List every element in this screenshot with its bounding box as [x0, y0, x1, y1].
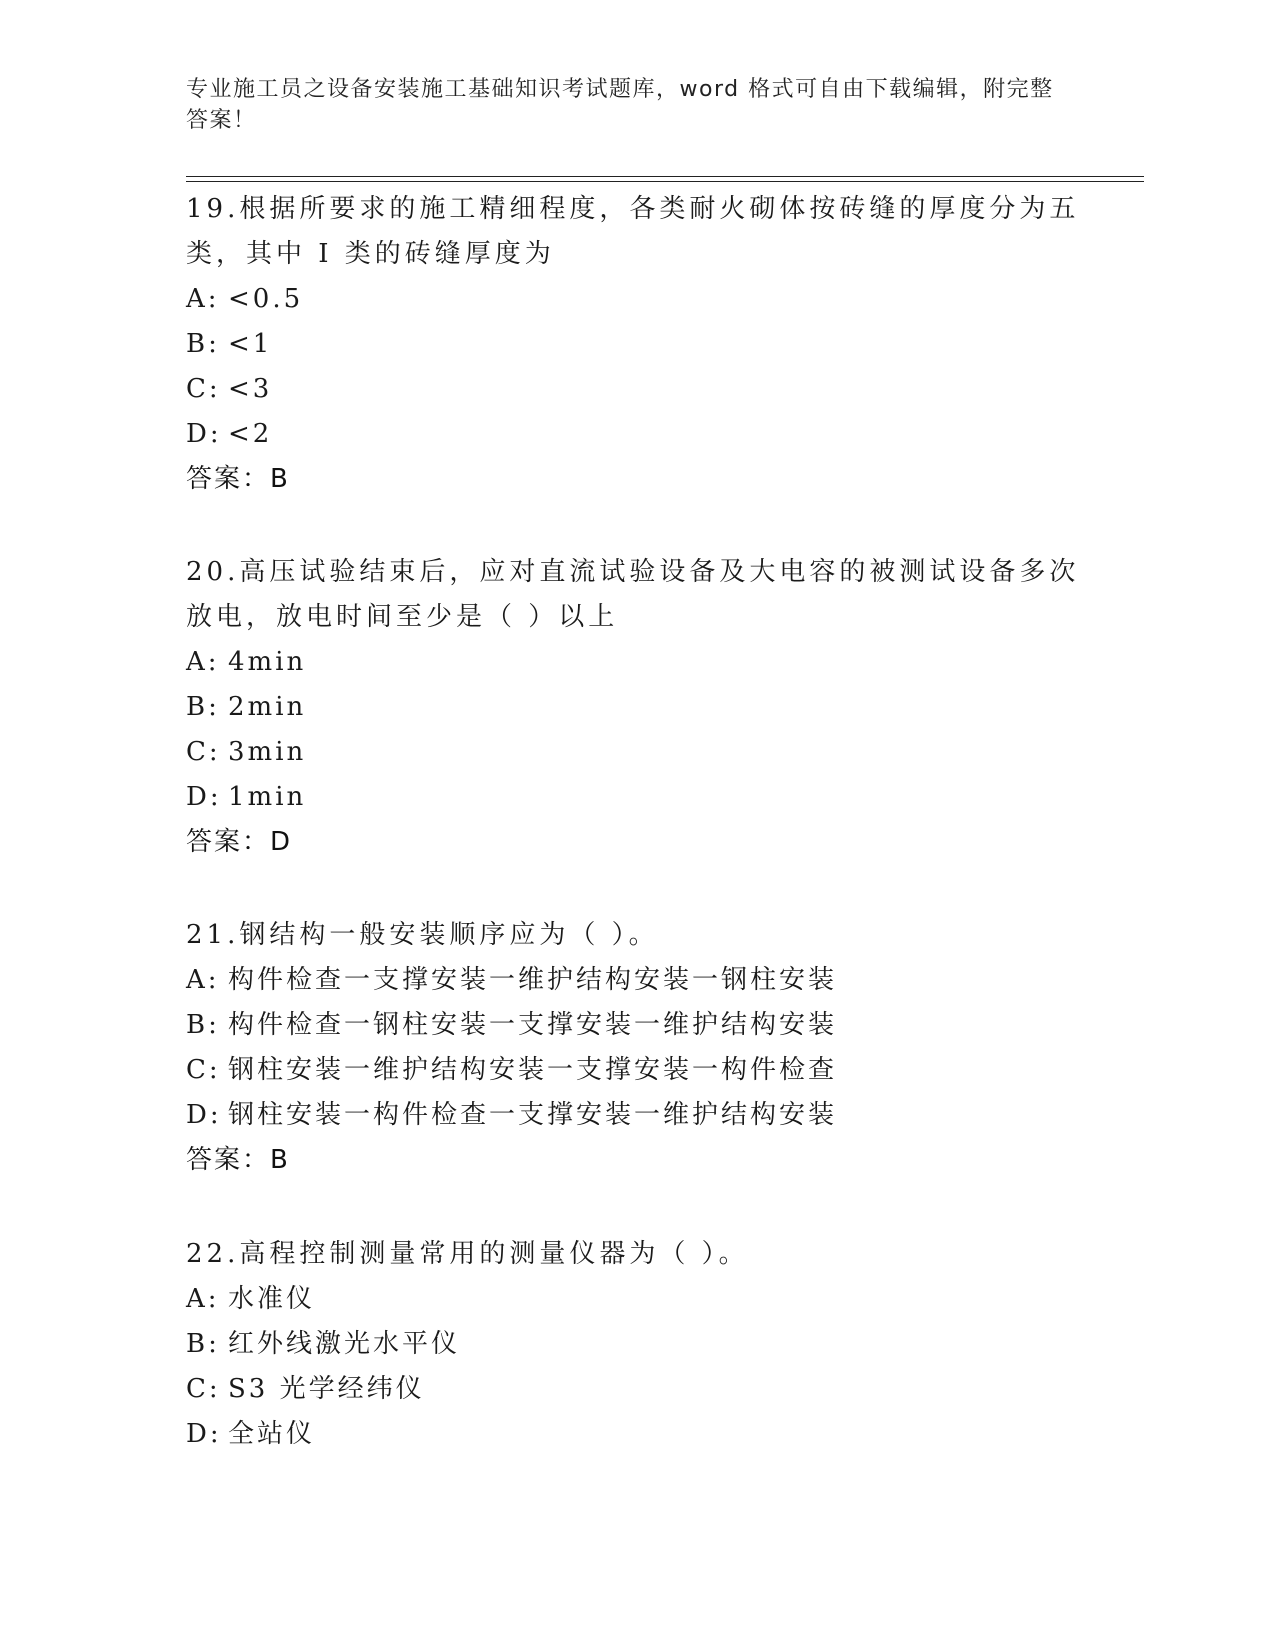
option-letter: A: — [186, 647, 220, 677]
question-22 — [186, 1232, 1086, 1457]
answer-line: 答案：B — [186, 1145, 290, 1175]
option-b — [186, 1003, 1086, 1048]
option-a — [186, 277, 1086, 322]
option-letter: C: — [186, 737, 221, 767]
option-letter: D: — [186, 782, 222, 812]
option-d — [186, 775, 1086, 820]
option-letter: B: — [186, 329, 220, 359]
option-text: <2 — [228, 419, 273, 449]
option-c — [186, 1367, 1086, 1412]
option-letter: B: — [186, 1329, 220, 1359]
option-a — [186, 640, 1086, 685]
option-text: 2min — [228, 692, 307, 722]
option-text: <1 — [228, 329, 273, 359]
option-text: 水准仪 — [228, 1284, 316, 1314]
option-letter: C: — [186, 1055, 221, 1085]
option-letter: D: — [186, 419, 222, 449]
option-c — [186, 730, 1086, 775]
option-letter: C: — [186, 374, 221, 404]
option-d — [186, 1093, 1086, 1138]
option-letter: B: — [186, 692, 220, 722]
header-rule-top — [186, 176, 1144, 177]
question-stem: 22.高程控制测量常用的测量仪器为（ ）。 — [186, 1239, 749, 1269]
option-letter: D: — [186, 1419, 222, 1449]
question-stem: 20.高压试验结束后，应对直流试验设备及大电容的被测试设备多次放电，放电时间至少是（ ）以上 — [186, 557, 1080, 632]
option-text: <3 — [228, 374, 273, 404]
option-b — [186, 1322, 1086, 1367]
option-letter: C: — [186, 1374, 221, 1404]
option-letter: A: — [186, 284, 220, 314]
option-letter: D: — [186, 1100, 222, 1130]
option-text: 3min — [228, 737, 307, 767]
option-text: <0.5 — [228, 284, 304, 314]
question-stem: 19.根据所要求的施工精细程度，各类耐火砌体按砖缝的厚度分为五类，其中 I 类的砖缝厚度为 — [186, 194, 1080, 269]
option-text: S3 光学经纬仪 — [228, 1374, 425, 1404]
option-text: 全站仪 — [228, 1419, 316, 1449]
option-d — [186, 412, 1086, 457]
option-text: 构件检查一钢柱安装一支撑安装一维护结构安装 — [228, 1010, 838, 1040]
answer-line: 答案：D — [186, 827, 293, 857]
question-20 — [186, 550, 1086, 865]
option-a — [186, 958, 1086, 1003]
question-21 — [186, 913, 1086, 1183]
answer-line: 答案：B — [186, 464, 290, 494]
option-c — [186, 367, 1086, 412]
option-b — [186, 322, 1086, 367]
option-text: 钢柱安装一构件检查一支撑安装一维护结构安装 — [228, 1100, 838, 1130]
option-c — [186, 1048, 1086, 1093]
option-d — [186, 1412, 1086, 1457]
option-text: 构件检查一支撑安装一维护结构安装一钢柱安装 — [228, 965, 838, 995]
option-letter: B: — [186, 1010, 220, 1040]
option-text: 钢柱安装一维护结构安装一支撑安装一构件检查 — [228, 1055, 838, 1085]
option-letter: A: — [186, 965, 220, 995]
header-rule-bottom — [186, 181, 1144, 182]
option-b — [186, 685, 1086, 730]
header-note: 专业施工员之设备安装施工基础知识考试题库，word 格式可自由下载编辑，附完整答案！ — [186, 77, 1054, 133]
option-text: 1min — [228, 782, 307, 812]
question-19 — [186, 187, 1086, 502]
option-a — [186, 1277, 1086, 1322]
option-text: 红外线激光水平仪 — [228, 1329, 461, 1359]
option-letter: A: — [186, 1284, 220, 1314]
question-stem: 21.钢结构一般安装顺序应为（ ）。 — [186, 920, 659, 950]
option-text: 4min — [228, 647, 307, 677]
